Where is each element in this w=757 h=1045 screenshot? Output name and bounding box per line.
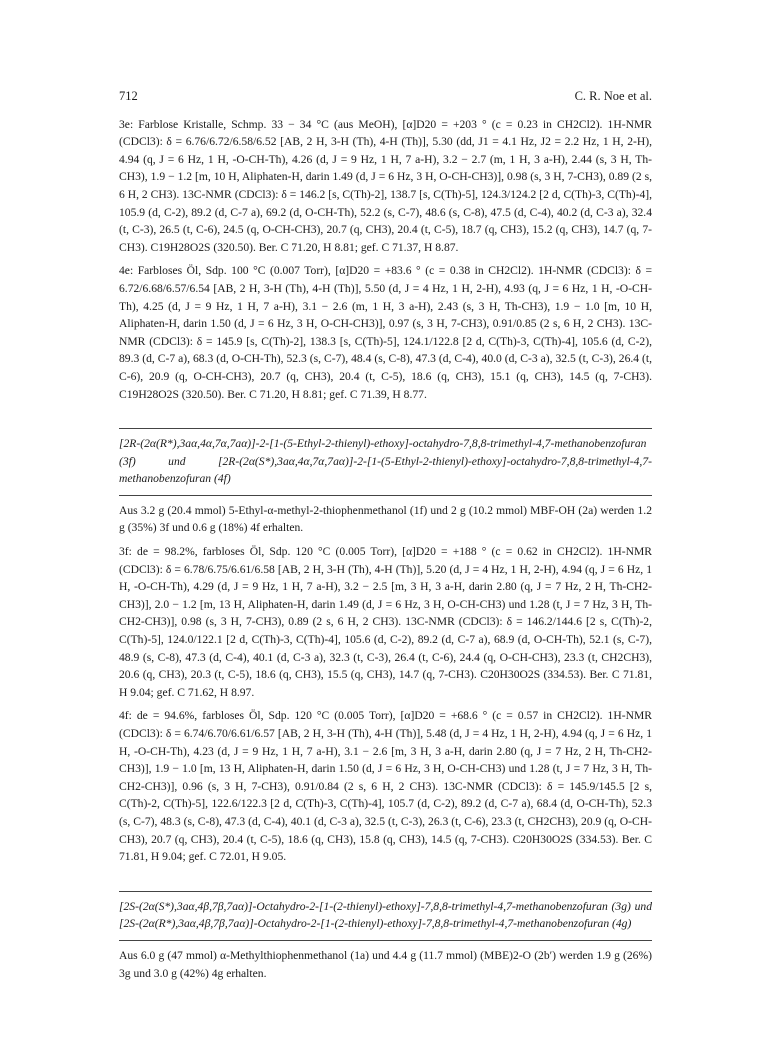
section-divider [119,495,652,496]
page-number: 712 [119,89,138,103]
section-g-procedure: Aus 6.0 g (47 mmol) α-Methylthiophenmethanol (1a) und 4.4 g (11.7 mmol) (MBE)2-O (2b′) werden 1.9 g (26%) 3g und 3.0 g (42%) 4g erhalten. [119,948,652,980]
page-header [119,88,652,106]
section-divider [119,428,652,429]
journal-page [119,88,652,982]
section-divider [119,940,652,941]
running-authors: C. R. Noe et al. [574,89,652,103]
section-divider [119,891,652,892]
section-f-title: [2R-(2α(R*),3aα,4α,7α,7aα)]-2-[1-(5-Ethyl-2-thienyl)-ethoxy]-octahydro-7,8,8-trimethyl-4,7-methanobenzofuran (3f) und [2R-(2α(S*),3aα,4α,7α,7aα)]-2-[1-(5-Ethyl-2-thienyl)-ethoxy]-octahydro-7,8,8-trimethyl-4,7-methanobenzofuran (4f) [119,437,652,486]
section-f-procedure: Aus 3.2 g (20.4 mmol) 5-Ethyl-α-methyl-2-thiophenmethanol (1f) und 2 g (10.2 mmol) MBF-OH (2a) werden 1.2 g (35%) 3f und 0.6 g (18%) 4f erhalten. [119,503,652,535]
compound-3e-data: 3e: Farblose Kristalle, Schmp. 33 − 34 °C (aus MeOH), [α]D20 = +203 ° (c = 0.23 in CH2Cl2). 1H-NMR (CDCl3): δ = 6.76/6.72/6.58/6.52 [AB, 2 H, 3-H (Th), 4-H (Th)], 5.30 (dd, J1 = 4.1 Hz, J2 = 2.2 Hz, 1 H, 2-H), 4.94 (q, J = 6 Hz, 1 H, -O-CH-Th), 4.26 (d, J = 9 Hz, 1 H, 7 a-H), 3.2 − 2.7 (m, 1 H, 3 a-H), 2.44 (s, 3 H, Th-CH3), 1.9 − 1.2 [m, 10 H, Aliphaten-H, darin 1.49 (d, J = 6 Hz, 3 H, O-CH-CH3)], 0.98 (s, 3 H, 7-CH3), 0.89 (2 s, 6 H, 2 CH3). 13C-NMR (CDCl3): δ = 146.2 [s, C(Th)-2], 138.7 [s, C(Th)-5], 124.3/124.2 [2 d, C(Th)-3, C(Th)-4], 105.9 (d, C-2), 89.2 (d, C-7 a), 69.2 (d, O-CH-Th), 52.2 (s, C-7), 48.6 (s, C-8), 47.5 (d, C-4), 40.2 (d, C-3 a), 32.4 (t, C-3), 26.5 (t, C-6), 24.5 (q, O-CH-CH3), 20.7 (q, CH3), 20.4 (t, C-5), 18.7 (q, CH3), 15.2 (q, CH3), 14.7 (q, 7-CH3). C19H28O2S (320.50). Ber. C 71.20, H 8.81; gef. C 71.37, H 8.87. [119,117,652,254]
compound-4f-data: 4f: de = 94.6%, farbloses Öl, Sdp. 120 °C (0.005 Torr), [α]D20 = +68.6 ° (c = 0.57 in CH2Cl2). 1H-NMR (CDCl3): δ = 6.74/6.70/6.61/6.57 [AB, 2 H, 3-H (Th), 4-H (Th)], 5.48 (d, J = 4 Hz, 1 H, 2-H), 4.94 (q, J = 6 Hz, 1 H, -O-CH-Th), 4.23 (d, J = 9 Hz, 1 H, 7 a-H), 3.1 − 2.6 [m, 3 H, 3 a-H, darin 2.80 (q, J = 7 Hz, 2 H, Th-CH2-CH3)], 1.9 − 1.0 [m, 13 H, Aliphaten-H, darin 1.50 (d, J = 6 Hz, 3 H, O-CH-CH3) und 1.28 (t, J = 7 Hz, 3 H, Th-CH2-CH3)], 0.96 (s, 3 H, 7-CH3), 0.91/0.84 (2 s, 6 H, 2 CH3). 13C-NMR (CDCl3): δ = 145.9/145.5 [2 s, C(Th)-2, C(Th)-5], 122.6/122.3 [2 d, C(Th)-3, C(Th)-4], 105.7 (d, C-2), 89.2 (d, C-7 a), 68.4 (d, O-CH-Th), 52.3 (s, C-7), 48.3 (s, C-8), 47.3 (d, C-4), 40.1 (d, C-3 a), 32.5 (t, C-3), 26.3 (t, C-6), 23.3 (t, CH2CH3), 20.9 (q, O-CH-CH3), 20.7 (q, CH3), 20.4 (t, C-5), 18.6 (q, CH3), 15.8 (q, CH3), 14.5 (q, 7-CH3). C20H30O2S (334.53). Ber. C 71.81, H 9.04; gef. C 72.01, H 9.05. [119,709,652,864]
section-g-title: [2S-(2α(S*),3aα,4β,7β,7aα)]-Octahydro-2-[1-(2-thienyl)-ethoxy]-7,8,8-trimethyl-4,7-methanobenzofuran (3g) und [2S-(2α(R*),3aα,4β,7β,7aα)]-Octahydro-2-[1-(2-thienyl)-ethoxy]-7,8,8-trimethyl-4,7-methanobenzofuran (4g) [119,899,652,931]
compound-4e-data: 4e: Farbloses Öl, Sdp. 100 °C (0.007 Torr), [α]D20 = +83.6 ° (c = 0.38 in CH2Cl2). 1H-NMR (CDCl3): δ = 6.72/6.68/6.57/6.54 [AB, 2 H, 3-H (Th), 4-H (Th)], 5.50 (d, J = 4 Hz, 1 H, 2-H), 4.93 (q, J = 6 Hz, 1 H, -O-CH-Th), 4.25 (d, J = 9 Hz, 1 H, 7 a-H), 3.1 − 2.6 (m, 1 H, 3 a-H), 2.43 (s, 3 H, Th-CH3), 1.9 − 1.0 [m, 10 H, Aliphaten-H, darin 1.50 (d, J = 6 Hz, 3 H, O-CH-CH3)], 0.97 (s, 3 H, 7-CH3), 0.91/0.85 (2 s, 6 H, 2 CH3). 13C-NMR (CDCl3): δ = 145.9 [s, C(Th)-2], 138.3 [s, C(Th)-5], 124.1/122.8 [2 d, C(Th)-3, C(Th)-4], 105.6 (d, C-2), 89.3 (d, C-7 a), 68.3 (d, O-CH-Th), 52.3 (s, C-7), 48.4 (s, C-8), 47.3 (d, C-4), 40.0 (d, C-3 a), 32.5 (t, C-3), 26.4 (t, C-6), 20.9 (q, O-CH-CH3), 20.7 (q, CH3), 20.4 (t, C-5), 18.6 (q, CH3), 15.1 (q, CH3), 14.5 (q, 7-CH3). C19H28O2S (320.50). Ber. C 71.20, H 8.81; gef. C 71.39, H 8.77. [119,264,652,401]
compound-3f-data: 3f: de = 98.2%, farbloses Öl, Sdp. 120 °C (0.005 Torr), [α]D20 = +188 ° (c = 0.62 in CH2Cl2). 1H-NMR (CDCl3): δ = 6.78/6.75/6.61/6.58 [AB, 2 H, 3-H (Th), 4-H (Th)], 5.20 (d, J = 4 Hz, 1 H, 2-H), 4.94 (q, J = 6 Hz, 1 H, -O-CH-Th), 4.29 (d, J = 9 Hz, 1 H, 7 a-H), 3.2 − 2.5 [m, 3 H, 3 a-H, darin 2.80 (q, J = 7 Hz, 2 H, Th-CH2-CH3)], 2.0 − 1.2 [m, 13 H, Aliphaten-H, darin 1.49 (d, J = 6 Hz, 3 H, O-CH-CH3) und 1.28 (t, J = 7 Hz, 3 H, Th-CH2-CH3)], 0.98 (s, 3 H, 7-CH3), 0.89 (2 s, 6 H, 2 CH3). 13C-NMR (CDCl3): δ = 146.2/144.6 [2 s, C(Th)-2, C(Th)-5], 124.0/122.1 [2 d, C(Th)-3, C(Th)-4], 105.6 (d, C-2), 89.2 (d, C-7 a), 68.9 (d, O-CH-Th), 52.1 (s, C-7), 48.9 (s, C-8), 47.3 (d, C-4), 40.1 (d, C-3 a), 32.3 (t, C-3), 26.4 (t, C-6), 24.4 (q, O-CH-CH3), 23.3 (t, CH2CH3), 20.6 (q, CH3), 20.3 (t, C-5), 18.6 (q, CH3), 15.5 (q, CH3), 14.7 (q, 7-CH3). C20H30O2S (334.53). Ber. C 71.81, H 9.04; gef. C 71.62, H 8.97. [119,545,652,699]
